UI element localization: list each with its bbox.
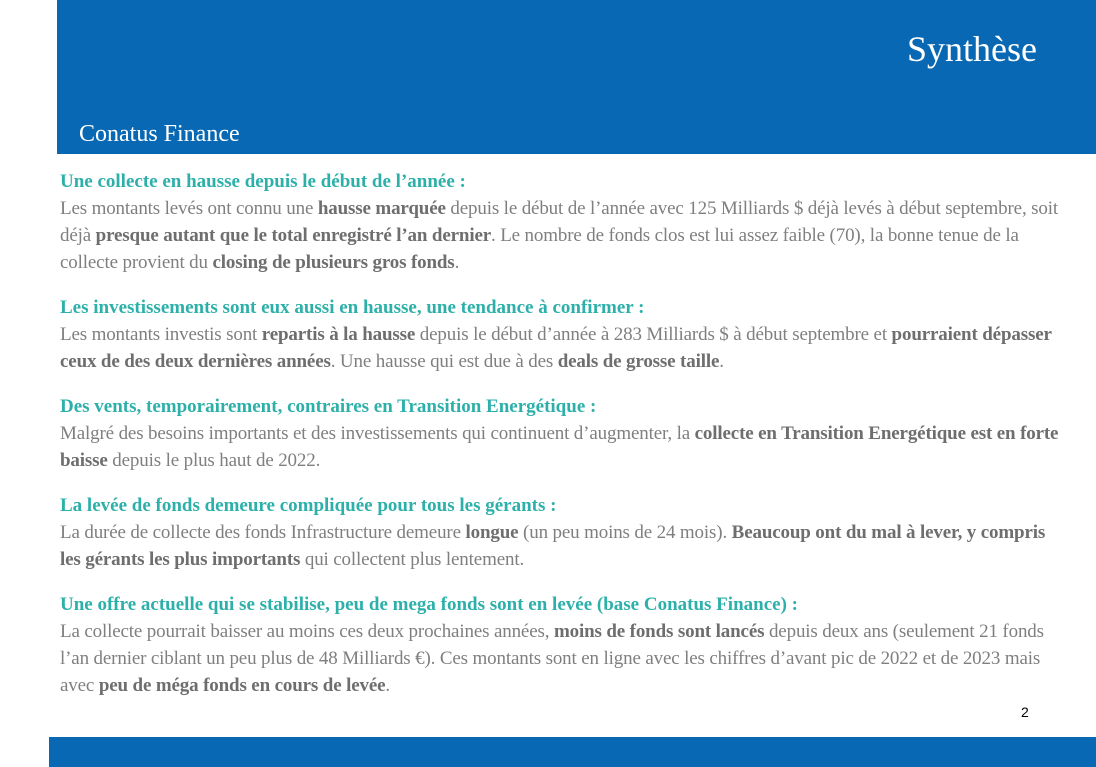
- emphasis-text: deals de grosse taille: [557, 351, 720, 372]
- emphasis-text: peu de méga fonds en cours de levée: [98, 675, 386, 696]
- section-investissements: [60, 294, 1070, 375]
- brand-name: Conatus Finance: [79, 121, 240, 147]
- section-body: [60, 195, 1070, 276]
- section-body: [60, 519, 1070, 573]
- section-heading: Une offre actuelle qui se stabilise, peu de mega fonds sont en levée (base Conatus Finance) :: [60, 594, 798, 615]
- emphasis-text: presque autant que le total enregistré l’an dernier: [95, 225, 492, 246]
- section-heading: Les investissements sont eux aussi en hausse, une tendance à confirmer :: [60, 297, 645, 318]
- section-transition-energetique: [60, 393, 1070, 474]
- page-number: 2: [1021, 704, 1029, 720]
- header-band: [57, 0, 1096, 154]
- body-text: depuis le début d’année à 283 Milliards $ à début septembre et: [415, 324, 892, 345]
- body-text: . Le nombre de fonds clos est lui assez faible (70), la bonne tenue de la collecte provient du: [60, 225, 1019, 273]
- body-text: .: [719, 351, 724, 372]
- slide-title: Synthèse: [907, 29, 1037, 69]
- emphasis-text: repartis à la hausse: [261, 324, 416, 345]
- synthesis-content: [60, 168, 1070, 717]
- body-text: . Une hausse qui est due à des: [330, 351, 558, 372]
- body-text: Les montants investis sont: [60, 324, 262, 345]
- footer-band: [49, 737, 1096, 767]
- section-body: [60, 618, 1070, 699]
- emphasis-text: closing de plusieurs gros fonds: [212, 252, 455, 273]
- emphasis-text: collecte en Transition Energétique est en forte baisse: [60, 423, 1059, 471]
- body-text: .: [385, 675, 391, 696]
- body-text: depuis deux ans (seulement 21 fonds l’an dernier ciblant un peu plus de 48 Milliards €). Ces montants sont en ligne avec les chiffres d’avant pic de 2022 et de 2023 mais avec: [60, 621, 1044, 696]
- emphasis-text: pourraient dépasser ceux de des deux dernières années: [60, 324, 1052, 372]
- emphasis-text: hausse marquée: [317, 198, 446, 219]
- section-levee-de-fonds: [60, 492, 1070, 573]
- section-offre-actuelle: [60, 591, 1070, 699]
- section-heading: Des vents, temporairement, contraires en Transition Energétique :: [60, 396, 597, 417]
- section-body: [60, 420, 1070, 474]
- body-text: La collecte pourrait baisser au moins ces deux prochaines années,: [60, 621, 554, 642]
- emphasis-text: moins de fonds sont lancés: [553, 621, 765, 642]
- body-text: qui collectent plus lentement.: [300, 549, 525, 570]
- body-text: .: [454, 252, 460, 273]
- body-text: Malgré des besoins importants et des investissements qui continuent d’augmenter, la: [60, 423, 695, 444]
- section-collecte: [60, 168, 1070, 276]
- section-heading: La levée de fonds demeure compliquée pour tous les gérants :: [60, 495, 557, 516]
- section-body: [60, 321, 1070, 375]
- body-text: Les montants levés ont connu une: [60, 198, 318, 219]
- section-heading: Une collecte en hausse depuis le début de l’année :: [60, 171, 466, 192]
- emphasis-text: Beaucoup ont du mal à lever, y compris les gérants les plus importants: [60, 522, 1046, 570]
- emphasis-text: longue: [465, 522, 519, 543]
- body-text: (un peu moins de 24 mois).: [518, 522, 732, 543]
- body-text: depuis le plus haut de 2022.: [107, 450, 321, 471]
- body-text: depuis le début de l’année avec 125 Milliards $ déjà levés à début septembre, soit déjà: [60, 198, 1059, 246]
- body-text: La durée de collecte des fonds Infrastructure demeure: [60, 522, 466, 543]
